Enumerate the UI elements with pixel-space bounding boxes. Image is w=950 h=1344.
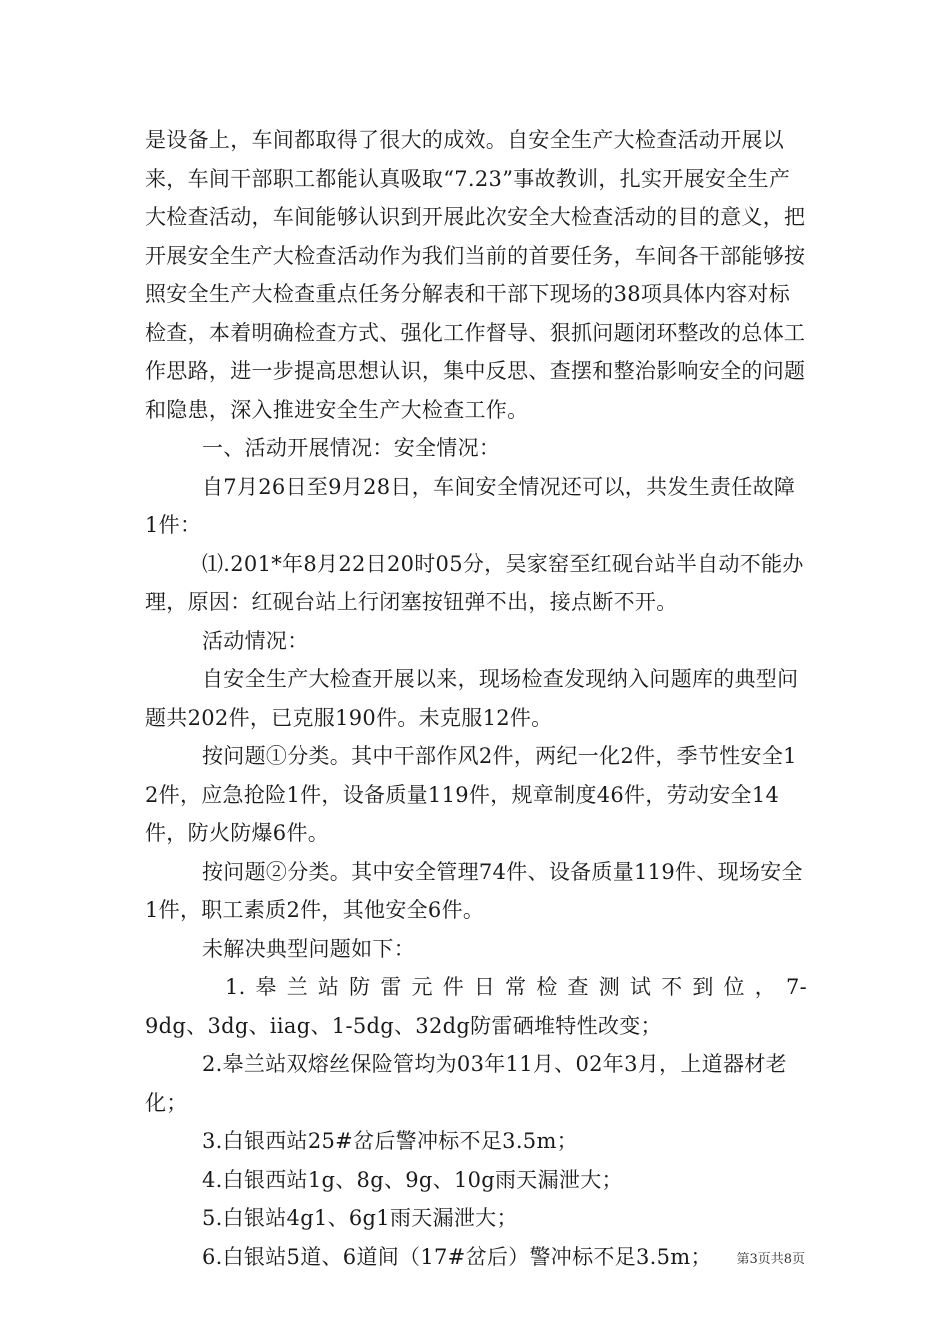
- list-item-4: 4.白银西站1g、8g、9g、10g雨天漏泄大；: [202, 1167, 623, 1192]
- document-body: [145, 121, 807, 1276]
- paragraph-activity-heading: 活动情况：: [202, 628, 309, 653]
- list-item-3: 3.白银西站25#岔后警冲标不足3.5m；: [202, 1129, 578, 1153]
- list-item-1-line-1: 1.皋兰站防雷元件日常检查测试不到位，7-: [225, 975, 807, 999]
- paragraph-unresolved-heading: 未解决典型问题如下：: [202, 936, 415, 961]
- page-number-footer: 第3页共8页: [736, 1252, 805, 1267]
- list-item-6: 6.白银站5道、6道间（17#岔后）警冲标不足3.5m；: [202, 1244, 712, 1269]
- paragraph-category-1: 按问题①分类。其中干部作风2件，两纪一化2件，季节性安全12件，应急抢险1件，设备质量119件，规章制度46件，劳动安全14件，防火防爆6件。: [145, 744, 797, 845]
- paragraph-safety-summary: 自7月26日至9月28日，车间安全情况还可以，共发生责任故障1件：: [145, 474, 796, 537]
- paragraph-intro: 是设备上，车间都取得了很大的成效。自安全生产大检查活动开展以来，车间干部职工都能认真吸取“7.23”事故教训，扎实开展安全生产大检查活动，车间能够认识到开展此次安全大检查活动的目的意义，把开展安全生产大检查活动作为我们当前的首要任务，车间各干部能够按照安全生产大检查重点任务分解表和干部下现场的38项具体内容对标检查，本着明确检查方式、强化工作督导、狠抓问题闭环整改的总体工作思路，进一步提高思想认识，集中反思、查摆和整治影响安全的问题和隐患，深入推进安全生产大检查工作。: [145, 128, 806, 422]
- paragraph-section-heading: 一、活动开展情况：安全情况：: [202, 436, 501, 460]
- list-item-2: 2.皋兰站双熔丝保险管均为03年11月、02年3月，上道器材老化；: [145, 1052, 787, 1115]
- list-item-5: 5.白银站4g1、6g1雨天漏泄大；: [202, 1206, 518, 1230]
- list-item-1-line-2: 9dg、3dg、iiag、1-5dg、32dg防雷硒堆特性改变；: [145, 1013, 662, 1038]
- paragraph-category-2: 按问题②分类。其中安全管理74件、设备质量119件、现场安全1件，职工素质2件，其他安全6件。: [145, 859, 803, 922]
- paragraph-activity-summary: 自安全生产大检查开展以来，现场检查发现纳入问题库的典型问题共202件，已克服190件。未克服12件。: [145, 667, 799, 730]
- paragraph-fault-1: ⑴.201*年8月22日20时05分，吴家窑至红砚台站半自动不能办理，原因：红砚台站上行闭塞按钮弹不出，接点断不开。: [145, 551, 804, 614]
